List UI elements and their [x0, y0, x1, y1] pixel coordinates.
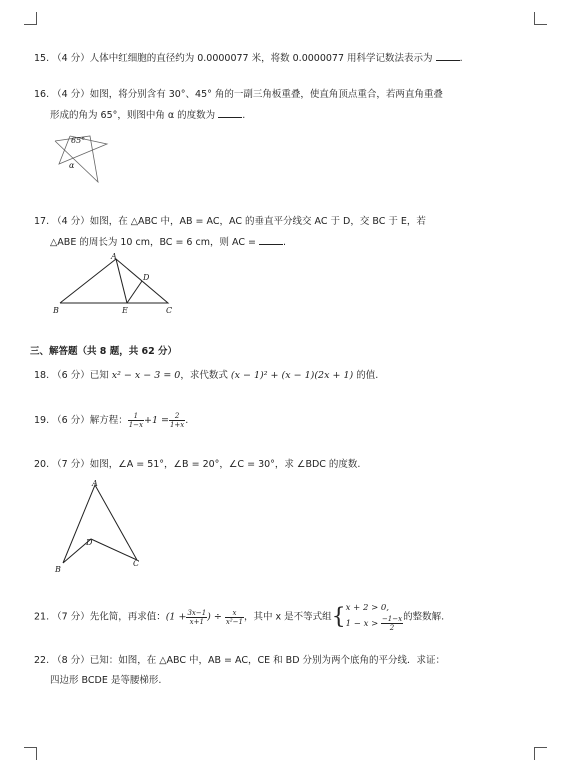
question-21: 21. （7 分）先化简，再求值：(1 + $\frac{3x-1}{x+1}$ ) ÷ $\frac{x}{\text{x²−1}}$ ，其中 x 是不等式组{ x + 2 > 0, 1 − x > $\frac{-1-x}{2}$ 的整数解. [34, 603, 445, 632]
question-15-text: 15. （4 分）人体中红细胞的直径约为 0.0000077 米，将数 0.0000077 用科学记数法表示为 [34, 53, 433, 64]
question-17-line2: △ABE 的周长为 10 cm，BC = 6 cm，则 AC = . [50, 237, 287, 248]
fraction-21-b: $\frac{x}{\text{x²−1}}$ [225, 608, 243, 626]
question-16-line2: 形成的角为 65°，则图中角 α 的度数为 . [50, 110, 246, 121]
label-c: C [133, 559, 140, 568]
corner-mark-bottom-left [24, 747, 37, 760]
question-22-line2: 四边形 BCDE 是等腰梯形. [50, 675, 162, 686]
label-c: C [166, 306, 173, 315]
answer-blank-16[interactable] [218, 108, 242, 118]
figure-16-triangles [50, 128, 110, 186]
question-15: 15. （4 分）人体中红细胞的直径约为 0.0000077 米，将数 0.0000077 用科学记数法表示为 . [34, 53, 463, 64]
equation-18: x² − x − 3 = 0 [111, 370, 181, 381]
figure-20-dart [50, 478, 150, 578]
question-17-line1: 17. （4 分）如图，在 △ABC 中，AB = AC，AC 的垂直平分线交 AC 于 D，交 BC 于 E，若 [34, 216, 426, 227]
question-18: 18. （6 分）已知 x² − x − 3 = 0，求代数式 (x − 1)² + (x − 1)(2x + 1) 的值. [34, 370, 379, 381]
corner-mark-bottom-right [534, 747, 547, 760]
fraction-19-left: $\frac{1}{1-x}$ [128, 412, 143, 429]
question-22-line1: 22. （8 分）已知：如图，在 △ABC 中，AB = AC，CE 和 BD 分别为两个底角的平分线．求证： [34, 655, 446, 666]
angle-65-label: 65° [71, 136, 86, 145]
label-b: B [53, 306, 59, 315]
answer-blank-15[interactable] [436, 51, 460, 61]
answer-blank-17[interactable] [259, 235, 283, 245]
alpha-label: α [69, 161, 75, 170]
label-d: D [143, 273, 150, 282]
quadrilateral-abcd [63, 485, 137, 563]
segment-de [127, 281, 142, 303]
section-3-heading: 三、解答题（共 8 题，共 62 分） [30, 346, 178, 357]
fraction-19-right: $\frac{2}{1+x}$ [169, 412, 185, 429]
corner-mark-top-right [534, 12, 547, 25]
label-d: D [86, 538, 93, 547]
question-16-line1: 16. （4 分）如图，将分别含有 30°、45° 角的一副三角板重叠，使直角顶点重合，若两直角重叠 [34, 89, 443, 100]
question-20: 20. （7 分）如图，∠A = 51°，∠B = 20°，∠C = 30°，求 ∠BDC 的度数. [34, 459, 361, 470]
question-19: 19. （6 分）解方程： $\frac{1}{1-x}$ +1 = $\frac{2}{1+x}$ . [34, 412, 189, 429]
figure-17-triangle [50, 252, 180, 318]
expression-18: (x − 1)² + (x − 1)(2x + 1) [230, 370, 354, 381]
label-e: E [122, 306, 128, 315]
triangle-abc [60, 259, 168, 303]
label-b: B [55, 565, 61, 574]
corner-mark-top-left [24, 12, 37, 25]
fraction-21-a: $\frac{3x-1}{x+1}$ [187, 608, 207, 626]
system-brace: { [331, 604, 346, 630]
label-a: A [92, 479, 98, 488]
inequality-system: x + 2 > 0, 1 − x > $\frac{-1-x}{2}$ [345, 603, 403, 632]
label-a: A [111, 252, 117, 261]
segment-ae [116, 259, 127, 303]
